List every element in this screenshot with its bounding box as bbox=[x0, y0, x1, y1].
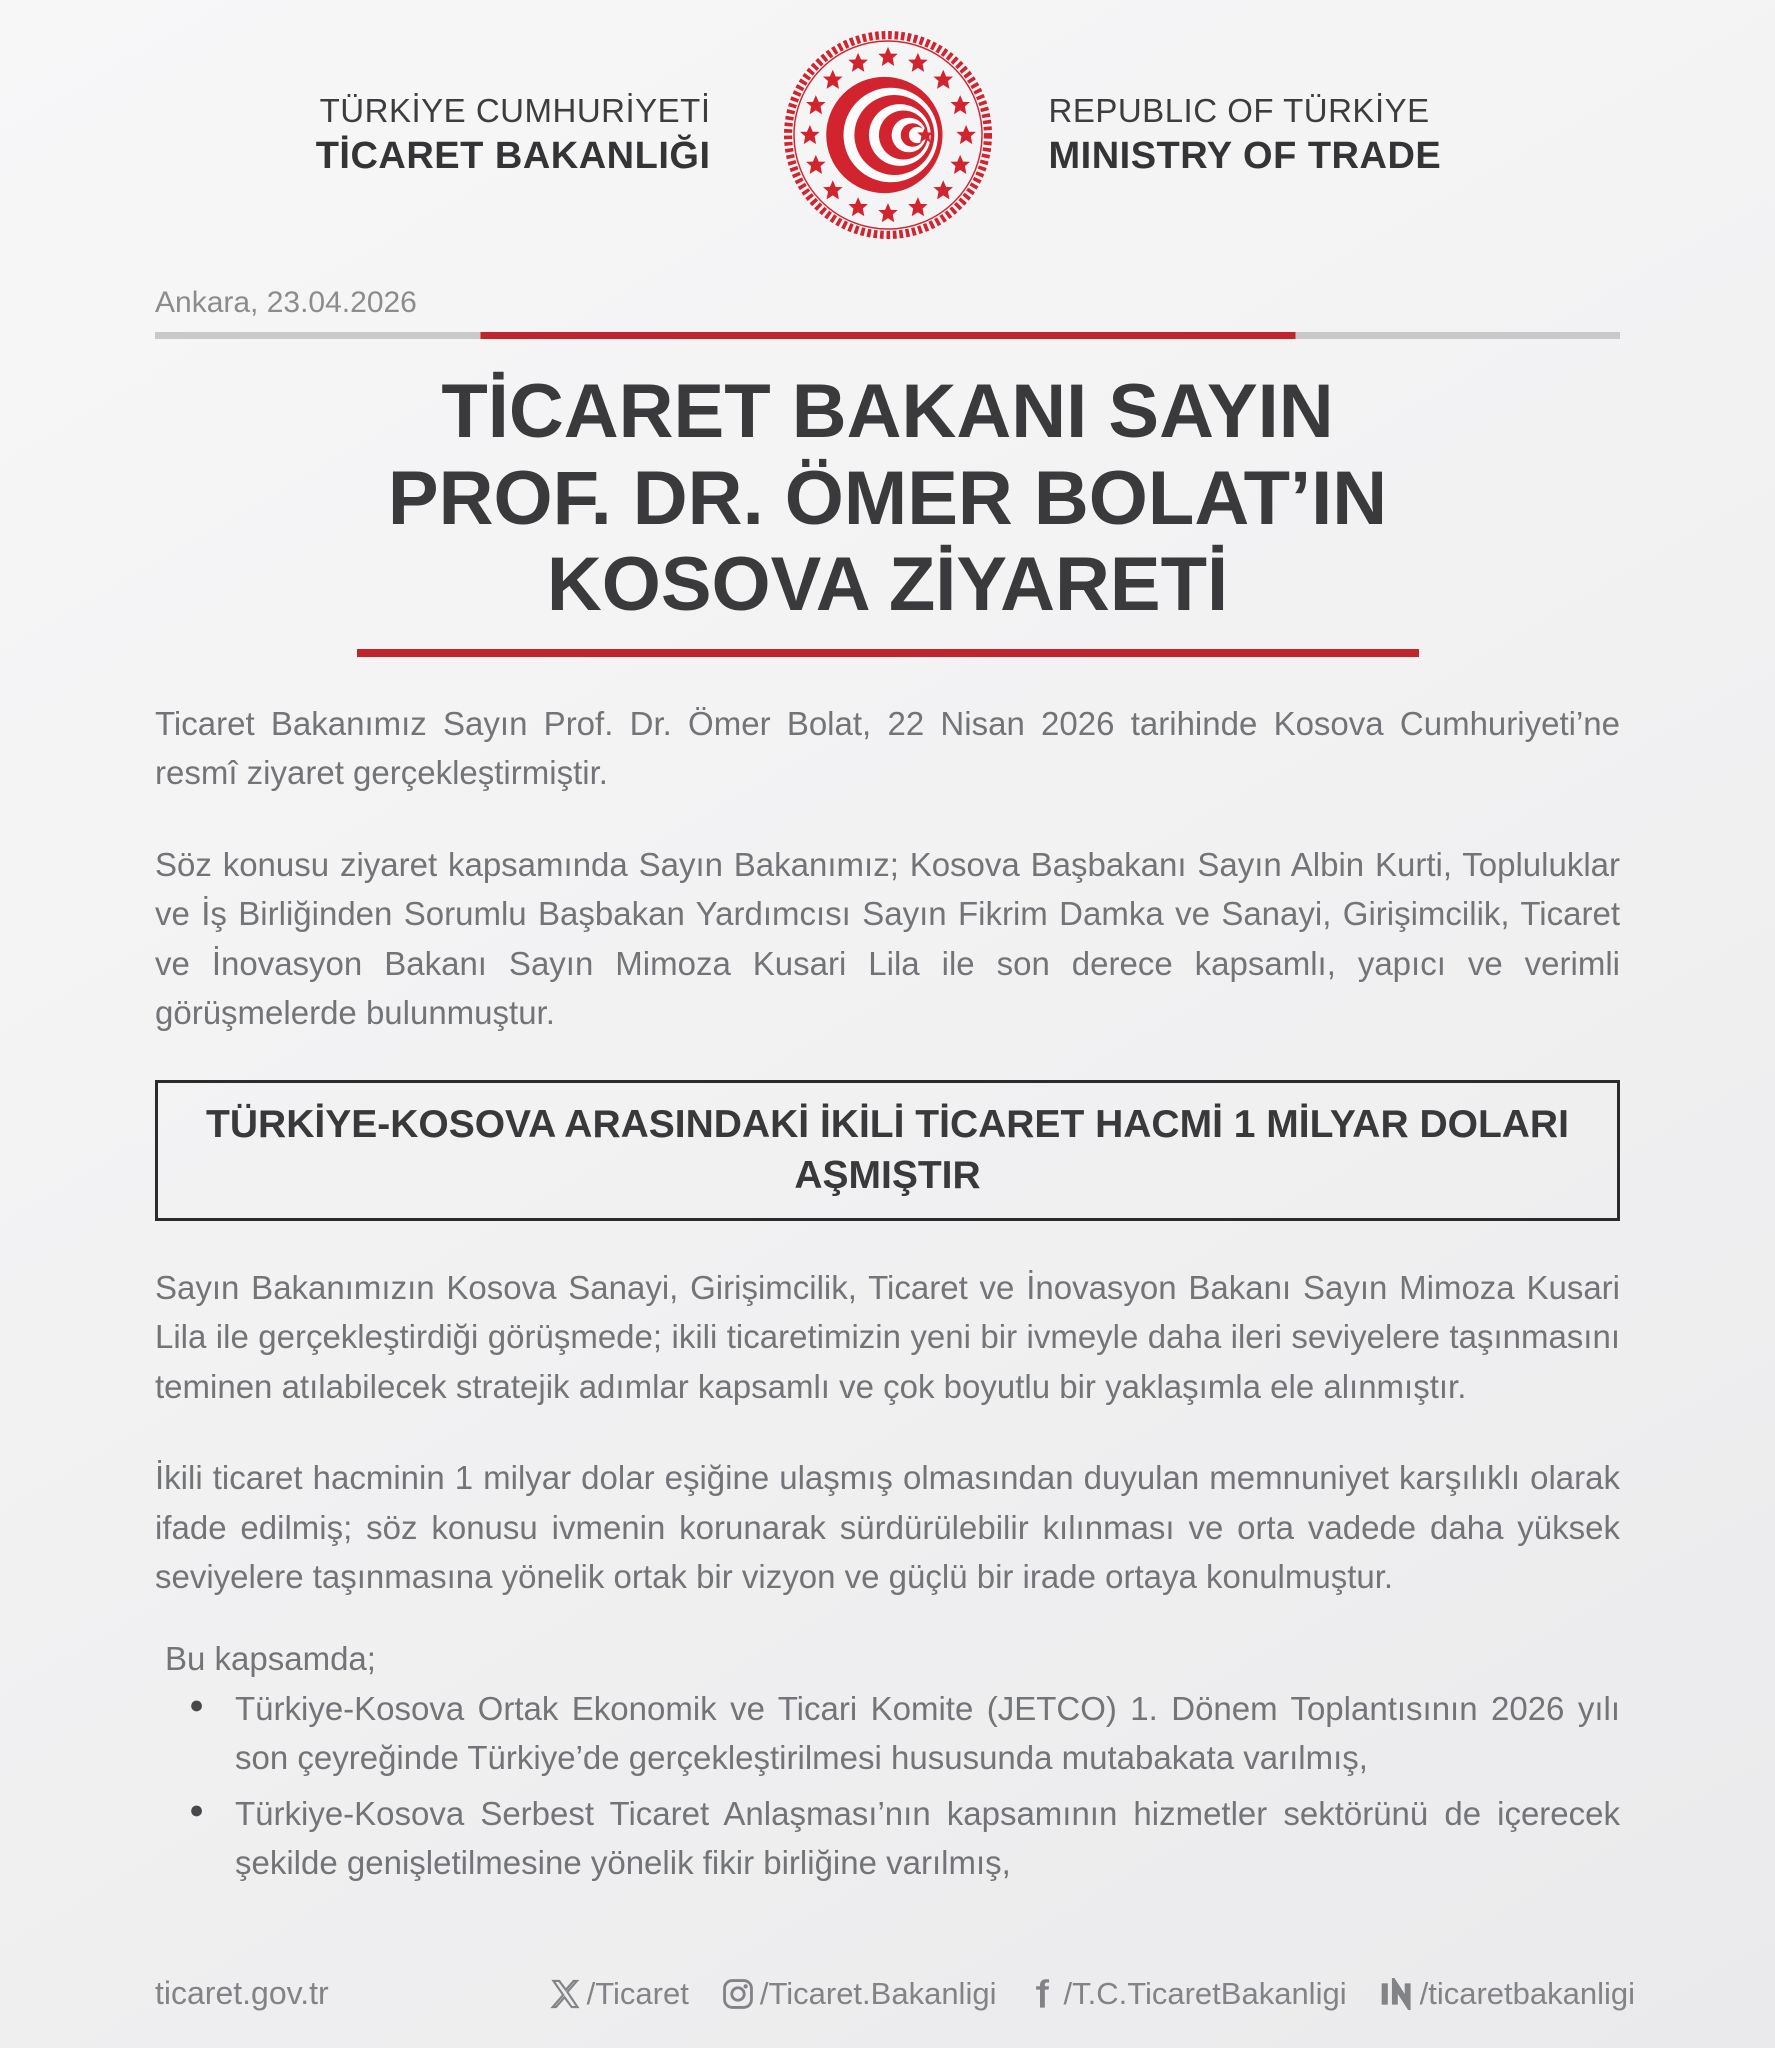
website-url: ticaret.gov.tr bbox=[155, 1975, 329, 2011]
social-x bbox=[550, 1976, 689, 2012]
paragraph-2: Söz konusu ziyaret kapsamında Sayın Bakanımız; Kosova Başbakanı Sayın Albin Kurti, Topluluklar ve İş Birliğinden Sorumlu Başbakan Yardımcısı Sayın Fikrim Damka ve Sanayi, Girişimcilik, Ticaret ve İnovasyon Bakanı Sayın Mimoza Kusari Lila ile son derece kapsamlı, yapıcı ve verimli görüşmelerde bulunmuştur. bbox=[155, 845, 1620, 1032]
org-tr-line1: TÜRKİYE CUMHURİYETİ bbox=[319, 92, 711, 129]
facebook-icon bbox=[1028, 1978, 1058, 2010]
social-instagram-handle: /Ticaret.Bakanligi bbox=[759, 1975, 997, 2011]
org-name-turkish bbox=[204, 92, 779, 178]
paragraph-1: Ticaret Bakanımız Sayın Prof. Dr. Ömer Bolat, 22 Nisan 2026 tarihinde Kosova Cumhuriyeti’ne resmî ziyaret gerçekleştirmiştir. bbox=[155, 704, 1620, 792]
org-en-line2: MINISTRY OF TRADE bbox=[1048, 135, 1442, 177]
page-title bbox=[155, 369, 1620, 629]
x-icon bbox=[550, 1978, 582, 2010]
paragraph-3: Sayın Bakanımızın Kosova Sanayi, Girişimcilik, Ticaret ve İnovasyon Bakanı Sayın Mimoza Kusari Lila ile gerçekleştirdiği görüşmede; ikili ticaretimizin yeni bir ivmeyle daha ileri seviyelere taşınmasını teminen atılabilecek stratejik adımlar kapsamlı ve çok boyutlu bir yaklaşımla ele alınmıştır. bbox=[155, 1268, 1620, 1405]
bullet-item-2: ● Türkiye-Kosova Serbest Ticaret Anlaşması’nın kapsamının hizmetler sektörünü de içerecek şekilde genişletilmesine yönelik fikir birliğine varılmış, bbox=[235, 1789, 1620, 1888]
title-line-2: PROF. DR. ÖMER BOLAT’IN bbox=[387, 455, 1388, 541]
bullet-list bbox=[155, 1684, 1620, 1888]
list-intro: Bu kapsamda; bbox=[165, 1639, 376, 1677]
highlight-box-text: TÜRKİYE-KOSOVA ARASINDAKİ İKİLİ TİCARET HACMİ 1 MİLYAR DOLARI AŞMIŞTIR bbox=[206, 1102, 1569, 1198]
title-line-3: KOSOVA ZİYARETİ bbox=[546, 542, 1229, 628]
instagram-icon bbox=[721, 1977, 755, 2011]
footer bbox=[155, 1975, 1635, 2012]
social-links bbox=[550, 1976, 1635, 2012]
social-instagram bbox=[721, 1976, 997, 2012]
social-facebook bbox=[1028, 1976, 1346, 2012]
masthead bbox=[155, 0, 1620, 244]
header-divider-red-segment bbox=[480, 332, 1295, 339]
paragraph-4: İkili ticaret hacminin 1 milyar dolar eşiğine ulaşmış olmasından duyulan memnuniyet karşılıklı olarak ifade edilmiş; söz konusu ivmenin korunarak sürdürülebilir kılınması ve orta vadede daha yüksek seviyelere taşınmasına yönelik ortak bir vizyon ve güçlü bir irade ortaya konulmuştur. bbox=[155, 1459, 1620, 1596]
social-x-handle: /Ticaret bbox=[586, 1975, 689, 2011]
title-underline bbox=[357, 649, 1419, 657]
org-en-line1: REPUBLIC OF TÜRKİYE bbox=[1048, 92, 1430, 129]
social-nsosyal bbox=[1379, 1976, 1635, 2012]
bullet-item-1: ● Türkiye-Kosova Ortak Ekonomik ve Ticari Komite (JETCO) 1. Dönem Toplantısının 2026 yılı son çeyreğinde Türkiye’de gerçekleştirilmesi hususunda mutabakata varılmış, bbox=[235, 1684, 1620, 1783]
dateline: Ankara, 23.04.2026 bbox=[155, 286, 417, 319]
ministry-of-trade-emblem-icon bbox=[779, 26, 997, 244]
nsosyal-icon bbox=[1379, 1978, 1415, 2010]
social-nsosyal-handle: /ticaretbakanligi bbox=[1419, 1975, 1635, 2011]
header-divider bbox=[155, 332, 1620, 339]
org-tr-line2: TİCARET BAKANLIĞI bbox=[315, 135, 711, 177]
highlight-box bbox=[155, 1080, 1620, 1221]
social-facebook-handle: /T.C.TicaretBakanligi bbox=[1063, 1975, 1347, 2011]
org-name-english bbox=[997, 92, 1572, 178]
title-line-1: TİCARET BAKANI SAYIN bbox=[441, 369, 1334, 454]
